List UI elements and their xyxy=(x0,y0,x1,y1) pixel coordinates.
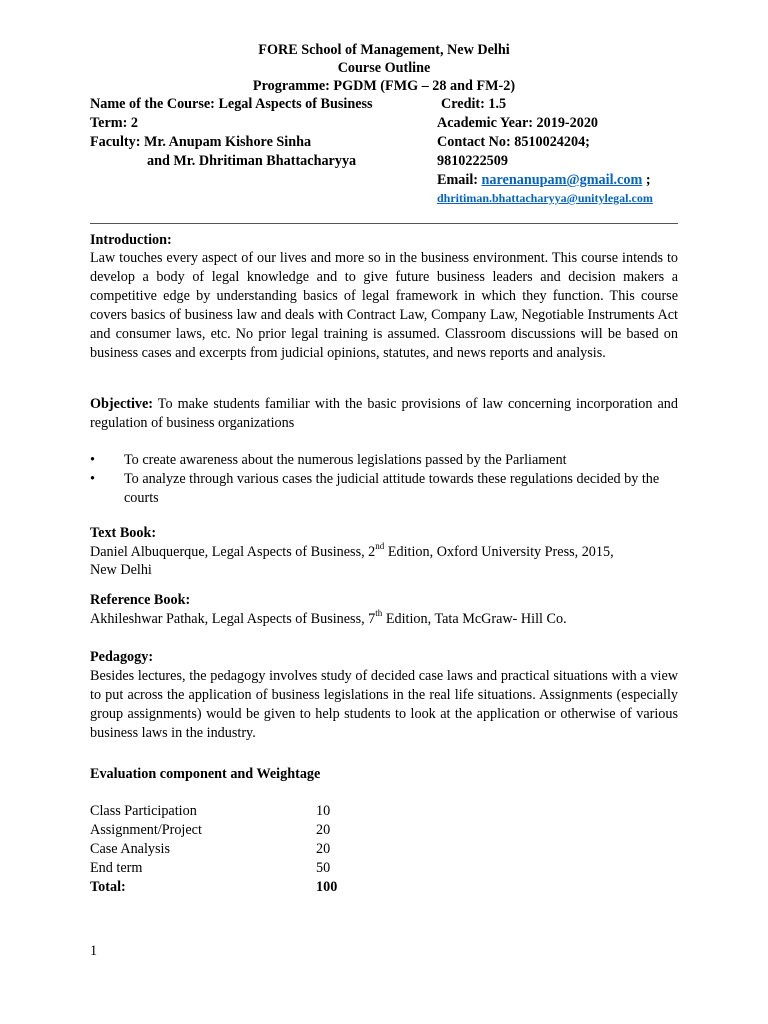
programme-title: Programme: PGDM (FMG – 28 and FM-2) xyxy=(252,78,516,94)
evaluation-weight: 20 xyxy=(316,822,331,838)
text-book-heading: Text Book: xyxy=(90,525,157,541)
table-row xyxy=(90,840,390,859)
bullet-icon: • xyxy=(90,452,95,468)
list-item xyxy=(90,470,678,508)
list-item xyxy=(90,451,678,470)
faculty-line-2: and Mr. Dhritiman Bhattacharyya xyxy=(147,153,357,169)
school-name: FORE School of Management, New Delhi xyxy=(258,42,510,58)
total-value: 100 xyxy=(316,879,338,895)
evaluation-component: End term xyxy=(90,860,143,876)
evaluation-weight: 50 xyxy=(316,860,331,876)
bullet-text: To analyze through various cases the judicial attitude towards these regulations decided by the courts xyxy=(124,471,660,506)
evaluation-weight: 20 xyxy=(316,841,331,857)
evaluation-component: Case Analysis xyxy=(90,841,170,857)
table-row xyxy=(90,859,390,878)
text-book-publisher: Edition, Oxford University Press, 2015, xyxy=(384,544,614,560)
table-row xyxy=(90,821,390,840)
text-book-line-1 xyxy=(90,543,614,562)
text-book-edition-suffix: nd xyxy=(375,541,385,552)
evaluation-heading: Evaluation component and Weightage xyxy=(90,766,321,782)
pedagogy-heading: Pedagogy: xyxy=(90,649,154,665)
introduction-body xyxy=(90,249,678,363)
course-name: Name of the Course: Legal Aspects of Business xyxy=(90,96,373,112)
contact-line-2: 9810222509 xyxy=(437,153,508,169)
credit: Credit: 1.5 xyxy=(441,96,507,112)
table-row xyxy=(90,802,390,821)
term: Term: 2 xyxy=(90,115,138,131)
email-label: Email: xyxy=(437,172,478,188)
email-line xyxy=(437,171,651,190)
evaluation-weight: 10 xyxy=(316,803,331,819)
reference-book-citation: Akhileshwar Pathak, Legal Aspects of Business, 7 xyxy=(90,611,376,627)
objective-paragraph xyxy=(90,395,678,433)
reference-book-publisher: Edition, Tata McGraw- Hill Co. xyxy=(382,611,567,627)
introduction-text: Law touches every aspect of our lives and more so in the business environment. This course intends to develop a body of legal knowledge and to give future business leaders and decision makers a competitive edge by understanding basics of legal framework in which they function. This course covers basics of business law and deals with Contract Law, Company Law, Negotiable Instruments Act and consumer laws, etc. No prior legal training is assumed. Classroom discussions will be based on business cases and excerpts from judicial opinions, statutes, and news reports and analysis. xyxy=(90,250,678,361)
academic-year: Academic Year: 2019-2020 xyxy=(437,115,599,131)
email-link-2[interactable]: dhritiman.bhattacharyya@unitylegal.com xyxy=(437,191,653,205)
total-row xyxy=(90,878,390,897)
bullet-icon: • xyxy=(90,471,95,487)
objective-heading: Objective: xyxy=(90,396,154,412)
email-link-1[interactable]: narenanupam@gmail.com xyxy=(481,172,643,188)
reference-book-heading: Reference Book: xyxy=(90,592,191,608)
pedagogy-text: Besides lectures, the pedagogy involves study of decided case laws and practical situations with a view to put across the application of business legislations in the real life situations. Assignments (especially group assignments) would be given to help students to look at the application or otherwise of various business laws in the industry. xyxy=(90,668,678,741)
objective-text: To make students familiar with the basic provisions of law concerning incorporation and regulation of business organizations xyxy=(90,396,678,431)
introduction-heading: Introduction: xyxy=(90,232,172,248)
evaluation-component: Class Participation xyxy=(90,803,197,819)
reference-book-edition-suffix: th xyxy=(375,608,383,619)
document-type: Course Outline xyxy=(337,60,431,76)
text-book-citation: Daniel Albuquerque, Legal Aspects of Business, 2 xyxy=(90,544,376,560)
pedagogy-body xyxy=(90,667,678,743)
header-divider xyxy=(90,223,678,224)
evaluation-component: Assignment/Project xyxy=(90,822,202,838)
contact-line-1: Contact No: 8510024204; xyxy=(437,134,590,150)
page-number: 1 xyxy=(90,943,98,959)
email-separator: ; xyxy=(645,172,651,188)
total-label: Total: xyxy=(90,879,126,895)
bullet-text: To create awareness about the numerous legislations passed by the Parliament xyxy=(124,452,567,468)
reference-book-line xyxy=(90,610,567,629)
faculty-line-1: Faculty: Mr. Anupam Kishore Sinha xyxy=(90,134,312,150)
objective-bullets xyxy=(90,451,678,508)
text-book-line-2: New Delhi xyxy=(90,562,152,578)
